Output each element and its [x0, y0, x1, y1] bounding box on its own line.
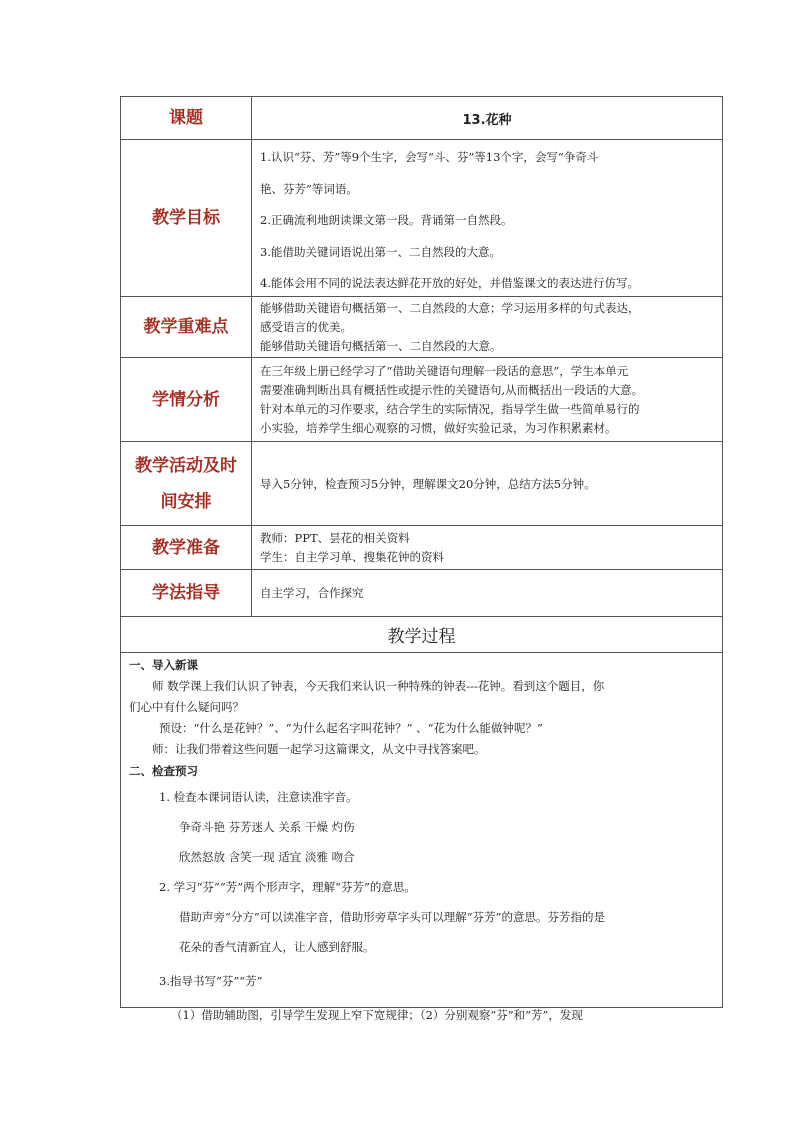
preview-item: 2. 学习“芬”“芳”两个形声字，理解“芬芳”的意思。 [159, 880, 416, 894]
body-line: 师 数学课上我们认识了钟表，今天我们来认识一种特殊的钟表---花钟。看到这个题目，你 [152, 679, 605, 693]
prep-text [252, 526, 722, 569]
method-value: 自主学习，合作探究 [260, 586, 364, 600]
goal-line: 3.能借助关键词语说出第一、二自然段的大意。 [260, 244, 501, 259]
key-points-row [121, 297, 722, 358]
method-label: 学法指导 [121, 570, 252, 616]
process-body [129, 655, 714, 1030]
goal-line: 艳、芬芳”等词语。 [260, 181, 358, 196]
time-value: 导入5分钟，检查预习5分钟，理解课文20分钟，总结方法5分钟。 [260, 476, 596, 491]
prep-teacher: 教师：PPT、昙花的相关资料 [260, 530, 410, 545]
goal-line: 4.能体会用不同的说法表达鲜花开放的好处，并借鉴课文的表达进行仿写。 [260, 276, 639, 290]
key-line: 感受语言的优美。 [260, 319, 352, 334]
analysis-text [252, 358, 722, 441]
body-line: 师：让我们带着这些问题一起学习这篇课文，从文中寻找答案吧。 [152, 742, 486, 756]
key-points-text [252, 297, 722, 357]
key-line: 能够借助关键语句概括第一、二自然段的大意；学习运用多样的句式表达， [260, 300, 640, 315]
preview-item: 1. 检查本课词语认读，注意读准字音。 [159, 790, 358, 804]
prep-student: 学生：自主学习单、搜集花钟的资料 [260, 549, 444, 564]
lesson-plan-table [120, 96, 723, 1022]
topic-row [121, 97, 722, 140]
key-points-label: 教学重难点 [121, 297, 252, 357]
analysis-line: 小实验，培养学生细心观察的习惯，做好实验记录，为习作积累素材。 [260, 420, 617, 435]
time-row [121, 442, 722, 526]
process-title: 教学过程 [121, 617, 722, 653]
time-label-line: 教学活动及时 [135, 455, 237, 476]
key-line: 能够借助关键语句概括第一、二自然段的大意。 [260, 338, 502, 353]
analysis-line: 针对本单元的习作要求，结合学生的实际情况，指导学生做一些简单易行的 [260, 401, 640, 416]
analysis-label: 学情分析 [121, 358, 252, 441]
goal-line: 1.认识“芬、芳”等9个生字，会写“斗、芬”等13个字，会写“争奇斗 [260, 150, 599, 164]
body-line: 预设：“什么是花钟？”、“为什么起名字叫花钟？” 、“花为什么能做钟呢？” [159, 721, 543, 735]
topic-value: 13.花种 [462, 112, 512, 128]
body-line: 们心中有什么疑问吗？ [129, 700, 244, 714]
topic-label: 课题 [121, 97, 252, 139]
goals-row [121, 140, 722, 297]
analysis-line: 在三年级上册已经学习了“借助关键语句理解一段话的意思”，学生本单元 [260, 363, 629, 378]
goal-line: 2.正确流利地朗读课文第一段。背诵第一自然段。 [260, 213, 513, 227]
method-row [121, 570, 722, 617]
time-label [121, 442, 252, 525]
time-label-line: 间安排 [160, 491, 212, 512]
body-line: 借助声旁“分方”可以读准字音，借助形旁草字头可以理解“芬芳”的意思。芬芳指的是 [179, 910, 606, 924]
body-line: 花朵的香气清新宜人，让人感到舒服。 [179, 940, 375, 954]
word-list: 欣然怒放 含笑一现 适宜 淡雅 吻合 [179, 850, 355, 864]
section-heading: 二、检查预习 [129, 764, 198, 778]
body-line: （1）借助辅助图，引导学生发现上窄下宽规律；（2）分别观察“芬”和“芳”，发现 [171, 1008, 583, 1022]
preview-item: 3.指导书写“芬”“芳” [159, 974, 263, 988]
prep-label: 教学准备 [121, 526, 252, 569]
word-list: 争奇斗艳 芬芳迷人 关系 干燥 灼伤 [179, 820, 355, 834]
section-heading: 一、导入新课 [129, 658, 198, 672]
prep-row [121, 526, 722, 570]
goals-label: 教学目标 [121, 140, 252, 296]
goals-list [252, 140, 722, 296]
analysis-line: 需要准确判断出具有概括性或提示性的关键语句,从而概括出一段话的大意。 [260, 382, 644, 397]
analysis-row [121, 358, 722, 442]
